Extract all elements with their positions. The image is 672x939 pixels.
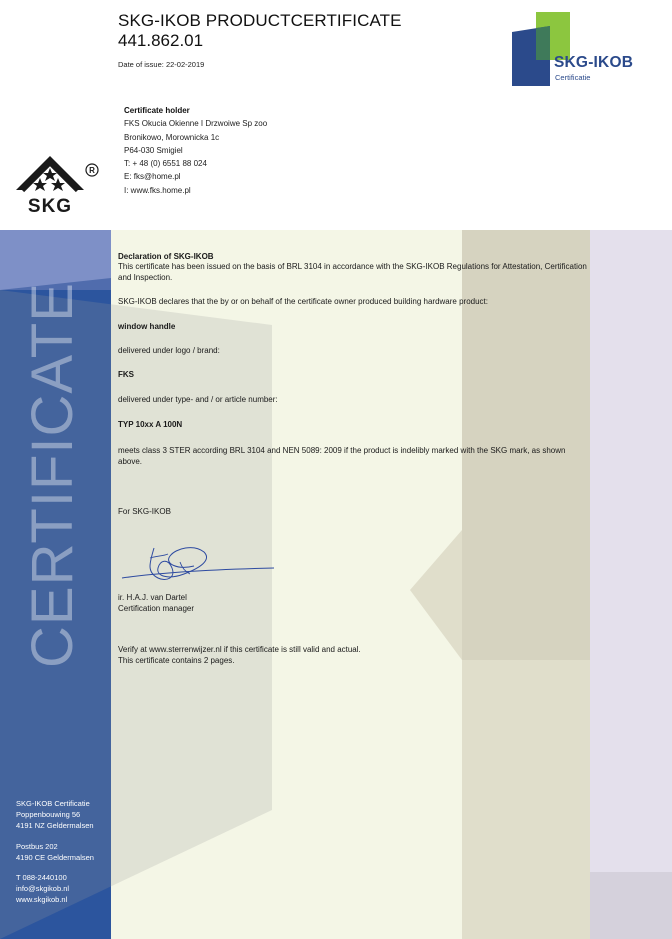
certificate-number: 441.862.01	[118, 31, 204, 50]
ikob-brand-name: SKG-IKOB	[554, 54, 634, 71]
signer-title: Certification manager	[118, 604, 195, 613]
address-email[interactable]: info@skgikob.nl	[16, 884, 70, 894]
svg-text:R: R	[89, 166, 95, 175]
company-address-block	[16, 798, 94, 906]
certificate-holder-block	[124, 104, 267, 197]
meets-statement: meets class 3 STER according BRL 3104 and NEN 5089: 2009 if the product is indelibly marked with the SKG mark, as shown above.	[118, 446, 566, 466]
svg-text:SKG: SKG	[27, 196, 73, 216]
for-organisation: For SKG-IKOB	[118, 507, 171, 516]
holder-line: E: fks@home.pl	[124, 172, 181, 182]
type-value: TYP 10xx A 100N	[118, 420, 183, 429]
address-phone: T 088-2440100	[16, 873, 67, 883]
address-postbus-city: 4190 CE Geldermalsen	[16, 852, 94, 862]
brand-value: FKS	[118, 370, 134, 379]
holder-line: T: + 48 (0) 6551 88 024	[124, 159, 207, 169]
type-label: delivered under type- and / or article number:	[118, 395, 278, 404]
handwritten-signature	[120, 538, 280, 586]
address-postbus: Postbus 202	[16, 841, 58, 851]
holder-line: Bronikowo, Morownicka 1c	[124, 132, 220, 142]
holder-line: FKS Okucia Okienne I Drzwoiwe Sp zoo	[124, 119, 268, 129]
product-name: window handle	[118, 322, 176, 331]
address-city: 4191 NZ Geldermalsen	[16, 821, 94, 831]
decorative-shapes	[0, 230, 672, 939]
certificate-vertical-text: CERTIFICATE	[20, 282, 85, 668]
address-website[interactable]: www.skgikob.nl	[16, 895, 68, 905]
address-company: SKG-IKOB Certificatie	[16, 799, 90, 808]
pages-note: This certificate contains 2 pages.	[118, 656, 235, 665]
ikob-brand-subtitle: Certificatie	[555, 73, 591, 82]
holder-heading: Certificate holder	[124, 106, 190, 115]
verify-note: Verify at www.sterrenwijzer.nl if this certificate is still valid and actual.	[118, 645, 361, 654]
signer-name: ir. H.A.J. van Dartel	[118, 593, 187, 602]
declaration-intro: This certificate has been issued on the basis of BRL 3104 in accordance with the SKG-IKOB Regulations for Attestation, Certification and Inspection.	[118, 262, 587, 282]
brand-label: delivered under logo / brand:	[118, 346, 220, 355]
declaration-heading: Declaration of SKG-IKOB	[118, 252, 214, 261]
address-street: Poppenbouwing 56	[16, 810, 81, 820]
holder-line: P64-030 Smigiel	[124, 145, 183, 155]
certificate-title: SKG-IKOB PRODUCTCERTIFICATE	[118, 11, 402, 30]
issue-date: Date of issue: 22-02-2019	[118, 60, 205, 69]
declaration-statement: SKG-IKOB declares that the by or on behalf of the certificate owner produced building hardware product:	[118, 297, 488, 306]
holder-line: I: www.fks.home.pl	[124, 185, 191, 195]
skg-star-mark-icon	[12, 150, 100, 216]
